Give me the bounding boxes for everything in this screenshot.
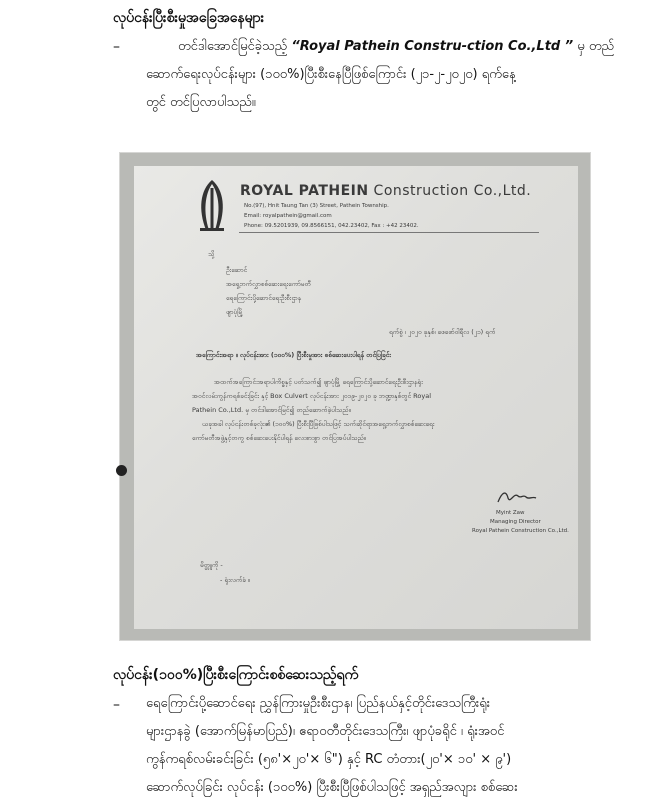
recipient-line-1: အရှေ့ဘက်လွှာစစ်ဆေးရေးကော်မတီ (226, 280, 311, 288)
letterhead-name-bold: ROYAL PATHEIN (240, 183, 369, 199)
company-name-emphasis: “Royal Pathein Constru-ction Co.,Ltd ” (291, 39, 574, 54)
signature-icon (496, 488, 538, 506)
company-logo-icon (192, 176, 232, 234)
section-heading-completion-status: လုပ်ငန်းပြီးစီးမှုအခြေအနေများ (113, 10, 265, 26)
bullet-dash: – (113, 39, 120, 55)
paragraph-suffix: မှ တည် (573, 39, 615, 54)
recipient-title: ဦးဆောင် (226, 266, 248, 274)
letterhead-company-name (240, 183, 531, 199)
signer-company: Royal Pathein Construction Co.,Ltd. (472, 528, 569, 534)
letter-body-line-5: ကော်မတီအဖွဲ့နှင့်တကွ စစ်ဆေးပေးနိုင်ပါရန် လေးစားစွာ တင်ပြအပ်ပါသည်။ (192, 434, 366, 442)
inspection-line-4: ဆောက်လုပ်ခြင်း လုပ်ငန်း (၁၀၀%) ပြီးစီးပြီဖြစ်ပါသဖြင့် အရှည်အလျား စစ်ဆေး (146, 780, 518, 795)
recipient-line-2: ရေကြောင်းပို့ဆောင်ရေးဦးစီးဌာန (226, 294, 301, 302)
letterhead-divider (239, 232, 539, 233)
inspection-line-1: ရေကြောင်းပို့ဆောင်ရေး ညွှန်ကြားမှုဦးစီးဌာန၊ ပြည်နယ်နှင့်တိုင်းဒေသကြီးရုံး (146, 696, 490, 711)
copy-to-label: မိတ္တူကို - (200, 561, 223, 569)
signer-name: Myint Zaw (496, 510, 525, 516)
letter-body-line-1: အထက်အကြောင်းအရာပါကိစ္စနှင့် ပတ်သက်၍ ဖျာပုံမြို့ ရေကြောင်းပို့ဆောင်ရေးဦးစီးဌာနရုံး (214, 378, 423, 386)
paragraph-line-3: တွင် တင်ပြလာပါသည်။ (146, 95, 256, 110)
paragraph-prefix: တင်ဒါအောင်မြင်ခဲ့သည့် (178, 39, 292, 54)
letter-photo (120, 153, 590, 640)
punch-hole (116, 465, 127, 476)
recipient-line-3: ဖျာပုံမြို့ (226, 308, 243, 316)
letter-body-line-2: အဝင်လမ်းကွန်ကရစ်ခင်းခြင်း နှင့် Box Culvert လုပ်ငန်းအား ၂၀၁၉-၂၀၂၀ ခု ဘဏ္ဍာနှစ်တွင် Royal (192, 392, 432, 400)
letter-date: ရက်စွဲ ၊ ၂၀၂၀ ခုနှစ်၊ ဖေဖော်ဝါရီလ (၂၁) ရက် (389, 328, 496, 336)
inspection-paragraph (146, 690, 596, 802)
letter-body-line-4: ယခုအခါ လုပ်ငန်းတစ်ခုလုံး၏ (၁၀၀%) ပြီးစီးပြီဖြစ်ပါသဖြင့် သက်ဆိုင်ရာအရှေ့ဘက်လွှာစစ်ဆေးရေး (202, 420, 435, 428)
letter-paper (134, 166, 578, 629)
letter-body-line-3: Pathein Co.,Ltd. မှ တင်ဒါအောင်မြင်၍ တည်ဆောက်ခဲ့ပါသည်။ (192, 406, 351, 414)
inspection-line-3: ကွန်ကရစ်လမ်းခင်းခြင်း (၅၈'×၂၀'× ၆") နှင့် RC တံတား(၂၀'× ၁၀' × ၉') (146, 752, 512, 767)
section-heading-inspection-date: လုပ်ငန်း(၁၀၀%)ပြီးစီးကြောင်းစစ်ဆေးသည့်ရက် (113, 667, 359, 683)
recipient-label: သို့ (208, 250, 215, 258)
letterhead-address: No.(97), Hnit Taung Tan (3) Street, Pathein Township. (244, 203, 389, 209)
letterhead-phone: Phone: 09.5201939, 09.8566151, 042.23402, Fax : +42 23402. (244, 223, 419, 229)
inspection-line-2: များဌာနခွဲ (အောက်မြန်မာပြည်)၊ ဧရာဝတီတိုင်းဒေသကြီး၊ ဖျာပုံခရိုင် ၊ ရုံးအဝင် (146, 724, 505, 739)
letter-subject: အကြောင်းအရာ ။ လုပ်ငန်းအား (၁၀၀%) ပြီးစီးမှုအား စစ်ဆေးပေးပါရန် တင်ပြခြင်း (196, 351, 391, 359)
bullet-dash: – (113, 697, 120, 713)
paragraph-line-2: ဆောက်ရေးလုပ်ငန်းများ (၁၀၀%)ပြီးစီးနေပြီဖြစ်ကြောင်း (၂၁-၂-၂၀၂၀) ရက်နေ့ (146, 67, 516, 82)
signer-title: Managing Director (490, 519, 541, 525)
completion-paragraph (146, 33, 615, 117)
copy-to-item: - ရုံးလက်ခံ ။ (220, 576, 250, 584)
letterhead-name-rest: Construction Co.,Ltd. (368, 183, 532, 199)
paragraph-line-1 (178, 33, 615, 61)
letterhead-email: Email: royalpathein@gmail.com (244, 213, 332, 219)
